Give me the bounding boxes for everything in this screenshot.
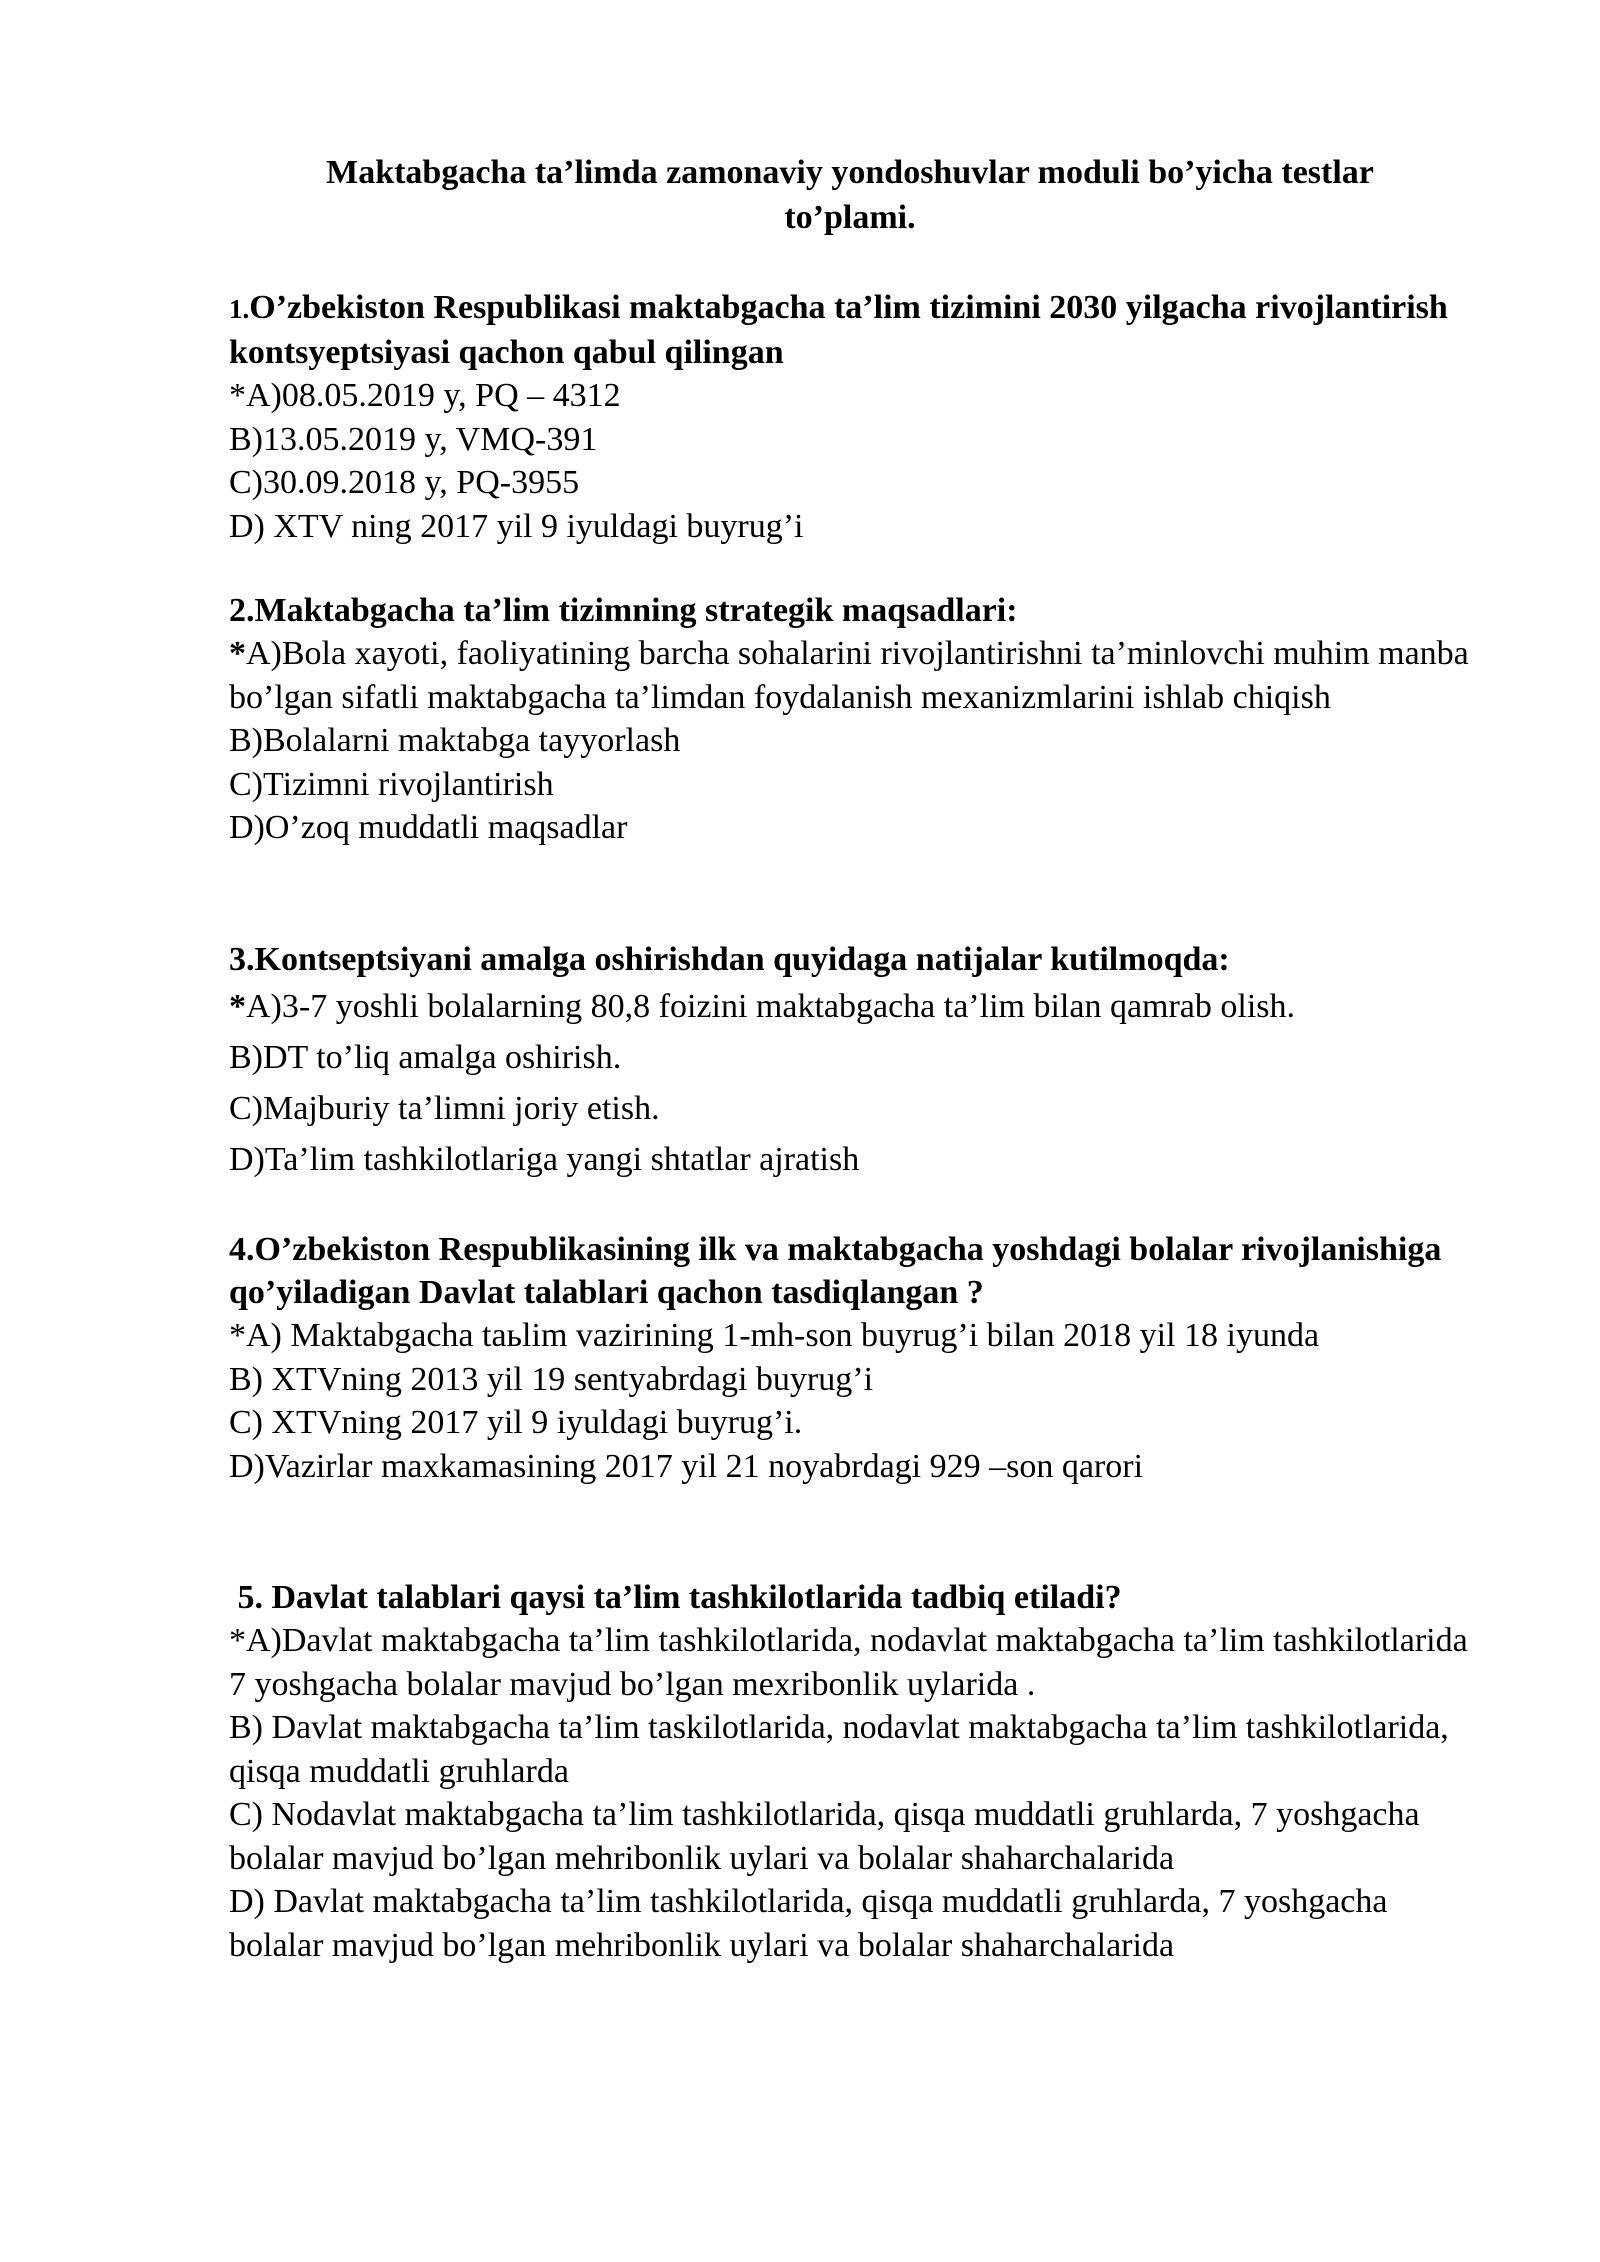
title-line-2: to’plami. xyxy=(784,199,916,236)
answer-option xyxy=(229,806,1489,850)
title-line-1: Maktabgacha ta’limda zamonaviy yondoshuvlar moduli bo’yicha testlar xyxy=(326,154,1374,191)
option-text: C)Tizimni rivojlantirish xyxy=(229,765,554,803)
question-body: Davlat talablari qaysi ta’lim tashkilotlarida tadbiq etiladi? xyxy=(263,1579,1122,1616)
correct-marker: * xyxy=(229,635,246,672)
answer-option xyxy=(229,763,1489,807)
question-2 xyxy=(229,589,1489,850)
answer-option xyxy=(229,1134,1489,1185)
answer-option xyxy=(229,505,1489,549)
option-text: A)08.05.2019 y, PQ – 4312 xyxy=(246,377,621,414)
question-number: 3. xyxy=(229,941,255,978)
option-text: A)Bola xayoti, faoliyatining barcha sohalarini rivojlantirishni ta’minlovchi muhim manba bo’lgan sifatli maktabgacha ta’limdan foydalanish mexanizmlarini ishlab chiqish xyxy=(229,635,1469,716)
question-number: 1. xyxy=(229,294,250,324)
answer-option xyxy=(229,418,1489,462)
question-text xyxy=(229,1576,1489,1619)
answer-option xyxy=(229,1401,1489,1445)
answer-options xyxy=(229,1314,1489,1488)
option-text: C) XTVning 2017 yil 9 iyuldagi buyrug’i. xyxy=(229,1404,803,1441)
correct-marker: * xyxy=(229,988,246,1025)
answer-option xyxy=(229,1083,1489,1134)
option-text: B)Bolalarni maktabga tayyorlash xyxy=(229,722,681,759)
answer-options xyxy=(229,374,1489,548)
option-text: D) Davlat maktabgacha ta’lim tashkilotlarida, qisqa muddatli gruhlarda, 7 yoshgacha bolalar mavjud bo’lgan mehribonlik uylari va bolalar shaharchalarida xyxy=(229,1883,1388,1964)
answer-option xyxy=(229,1445,1489,1489)
option-text: A)3-7 yoshli bolalarning 80,8 foizini maktabgacha ta’lim bilan qamrab olish. xyxy=(246,988,1296,1025)
answer-option xyxy=(229,1793,1489,1880)
answer-option xyxy=(229,1314,1489,1358)
answer-option xyxy=(229,1706,1489,1793)
option-text: D)O’zoq muddatli maqsadlar xyxy=(229,809,628,846)
question-body: O’zbekiston Respublikasi maktabgacha ta’lim tizimini 2030 yilgacha rivojlantirish kontsyeptsiyasi qachon qabul qilingan xyxy=(229,289,1448,371)
answer-option xyxy=(229,374,1489,418)
option-text: D)Vazirlar maxkamasining 2017 yil 21 noyabrdagi 929 –son qarori xyxy=(229,1447,1144,1485)
answer-options xyxy=(229,1619,1489,1967)
question-text xyxy=(229,286,1489,374)
correct-marker: * xyxy=(229,377,246,414)
answer-option xyxy=(229,1619,1489,1706)
question-number: 4. xyxy=(229,1231,255,1268)
question-3 xyxy=(229,938,1489,1185)
option-text: B)DT to’liq amalga oshirish. xyxy=(229,1039,622,1076)
question-1 xyxy=(229,286,1489,548)
option-text: A)Davlat maktabgacha ta’lim tashkilotlarida, nodavlat maktabgacha ta’lim tashkilotlarida 7 yoshgacha bolalar mavjud bo’lgan mexribonlik uylarida . xyxy=(229,1622,1468,1703)
option-text: A) Maktabgacha taьlim vazirining 1-mh-son buyrug’i bilan 2018 yil 18 iyunda xyxy=(246,1317,1320,1354)
answer-option xyxy=(229,1358,1489,1402)
option-text: D)Ta’lim tashkilotlariga yangi shtatlar ajratish xyxy=(229,1141,860,1178)
question-body: O’zbekiston Respublikasining ilk va maktabgacha yoshdagi bolalar rivojlanishiga qo’yiladigan Davlat talablari qachon tasdiqlangan ? xyxy=(229,1231,1442,1311)
correct-marker: * xyxy=(229,1317,246,1354)
answer-option xyxy=(229,1032,1489,1083)
question-body: Maktabgacha ta’lim tizimning strategik maqsadlari: xyxy=(254,592,1018,629)
question-text xyxy=(229,1228,1489,1314)
question-4 xyxy=(229,1228,1489,1488)
option-text: C) Nodavlat maktabgacha ta’lim tashkilotlarida, qisqa muddatli gruhlarda, 7 yoshgacha bolalar mavjud bo’lgan mehribonlik uylari va bolalar shaharchalarida xyxy=(229,1796,1420,1877)
option-text: B) Davlat maktabgacha ta’lim taskilotlarida, nodavlat maktabgacha ta’lim tashkilotlarida, qisqa muddatli gruhlarda xyxy=(229,1709,1449,1790)
question-text xyxy=(229,589,1489,632)
answer-option xyxy=(229,461,1489,505)
correct-marker: * xyxy=(229,1622,246,1659)
question-5 xyxy=(229,1576,1489,1967)
question-number: 5. xyxy=(229,1579,263,1616)
document-title xyxy=(240,150,1460,240)
answer-options xyxy=(229,981,1489,1185)
option-text: B)13.05.2019 y, VMQ-391 xyxy=(229,420,598,458)
answer-options xyxy=(229,632,1489,850)
answer-option xyxy=(229,632,1489,719)
option-text: B) XTVning 2013 yil 19 sentyabrdagi buyrug’i xyxy=(229,1360,874,1398)
answer-option xyxy=(229,719,1489,763)
question-number: 2. xyxy=(229,592,255,629)
option-text: C)30.09.2018 y, PQ-3955 xyxy=(229,464,580,501)
answer-option xyxy=(229,981,1489,1032)
answer-option xyxy=(229,1880,1489,1967)
option-text: C)Majburiy ta’limni joriy etish. xyxy=(229,1090,660,1127)
question-body: Kontseptsiyani amalga oshirishdan quyidaga natijalar kutilmoqda: xyxy=(254,941,1230,978)
question-text xyxy=(229,938,1489,981)
option-text: D) XTV ning 2017 yil 9 iyuldagi buyrug’i xyxy=(229,507,804,545)
